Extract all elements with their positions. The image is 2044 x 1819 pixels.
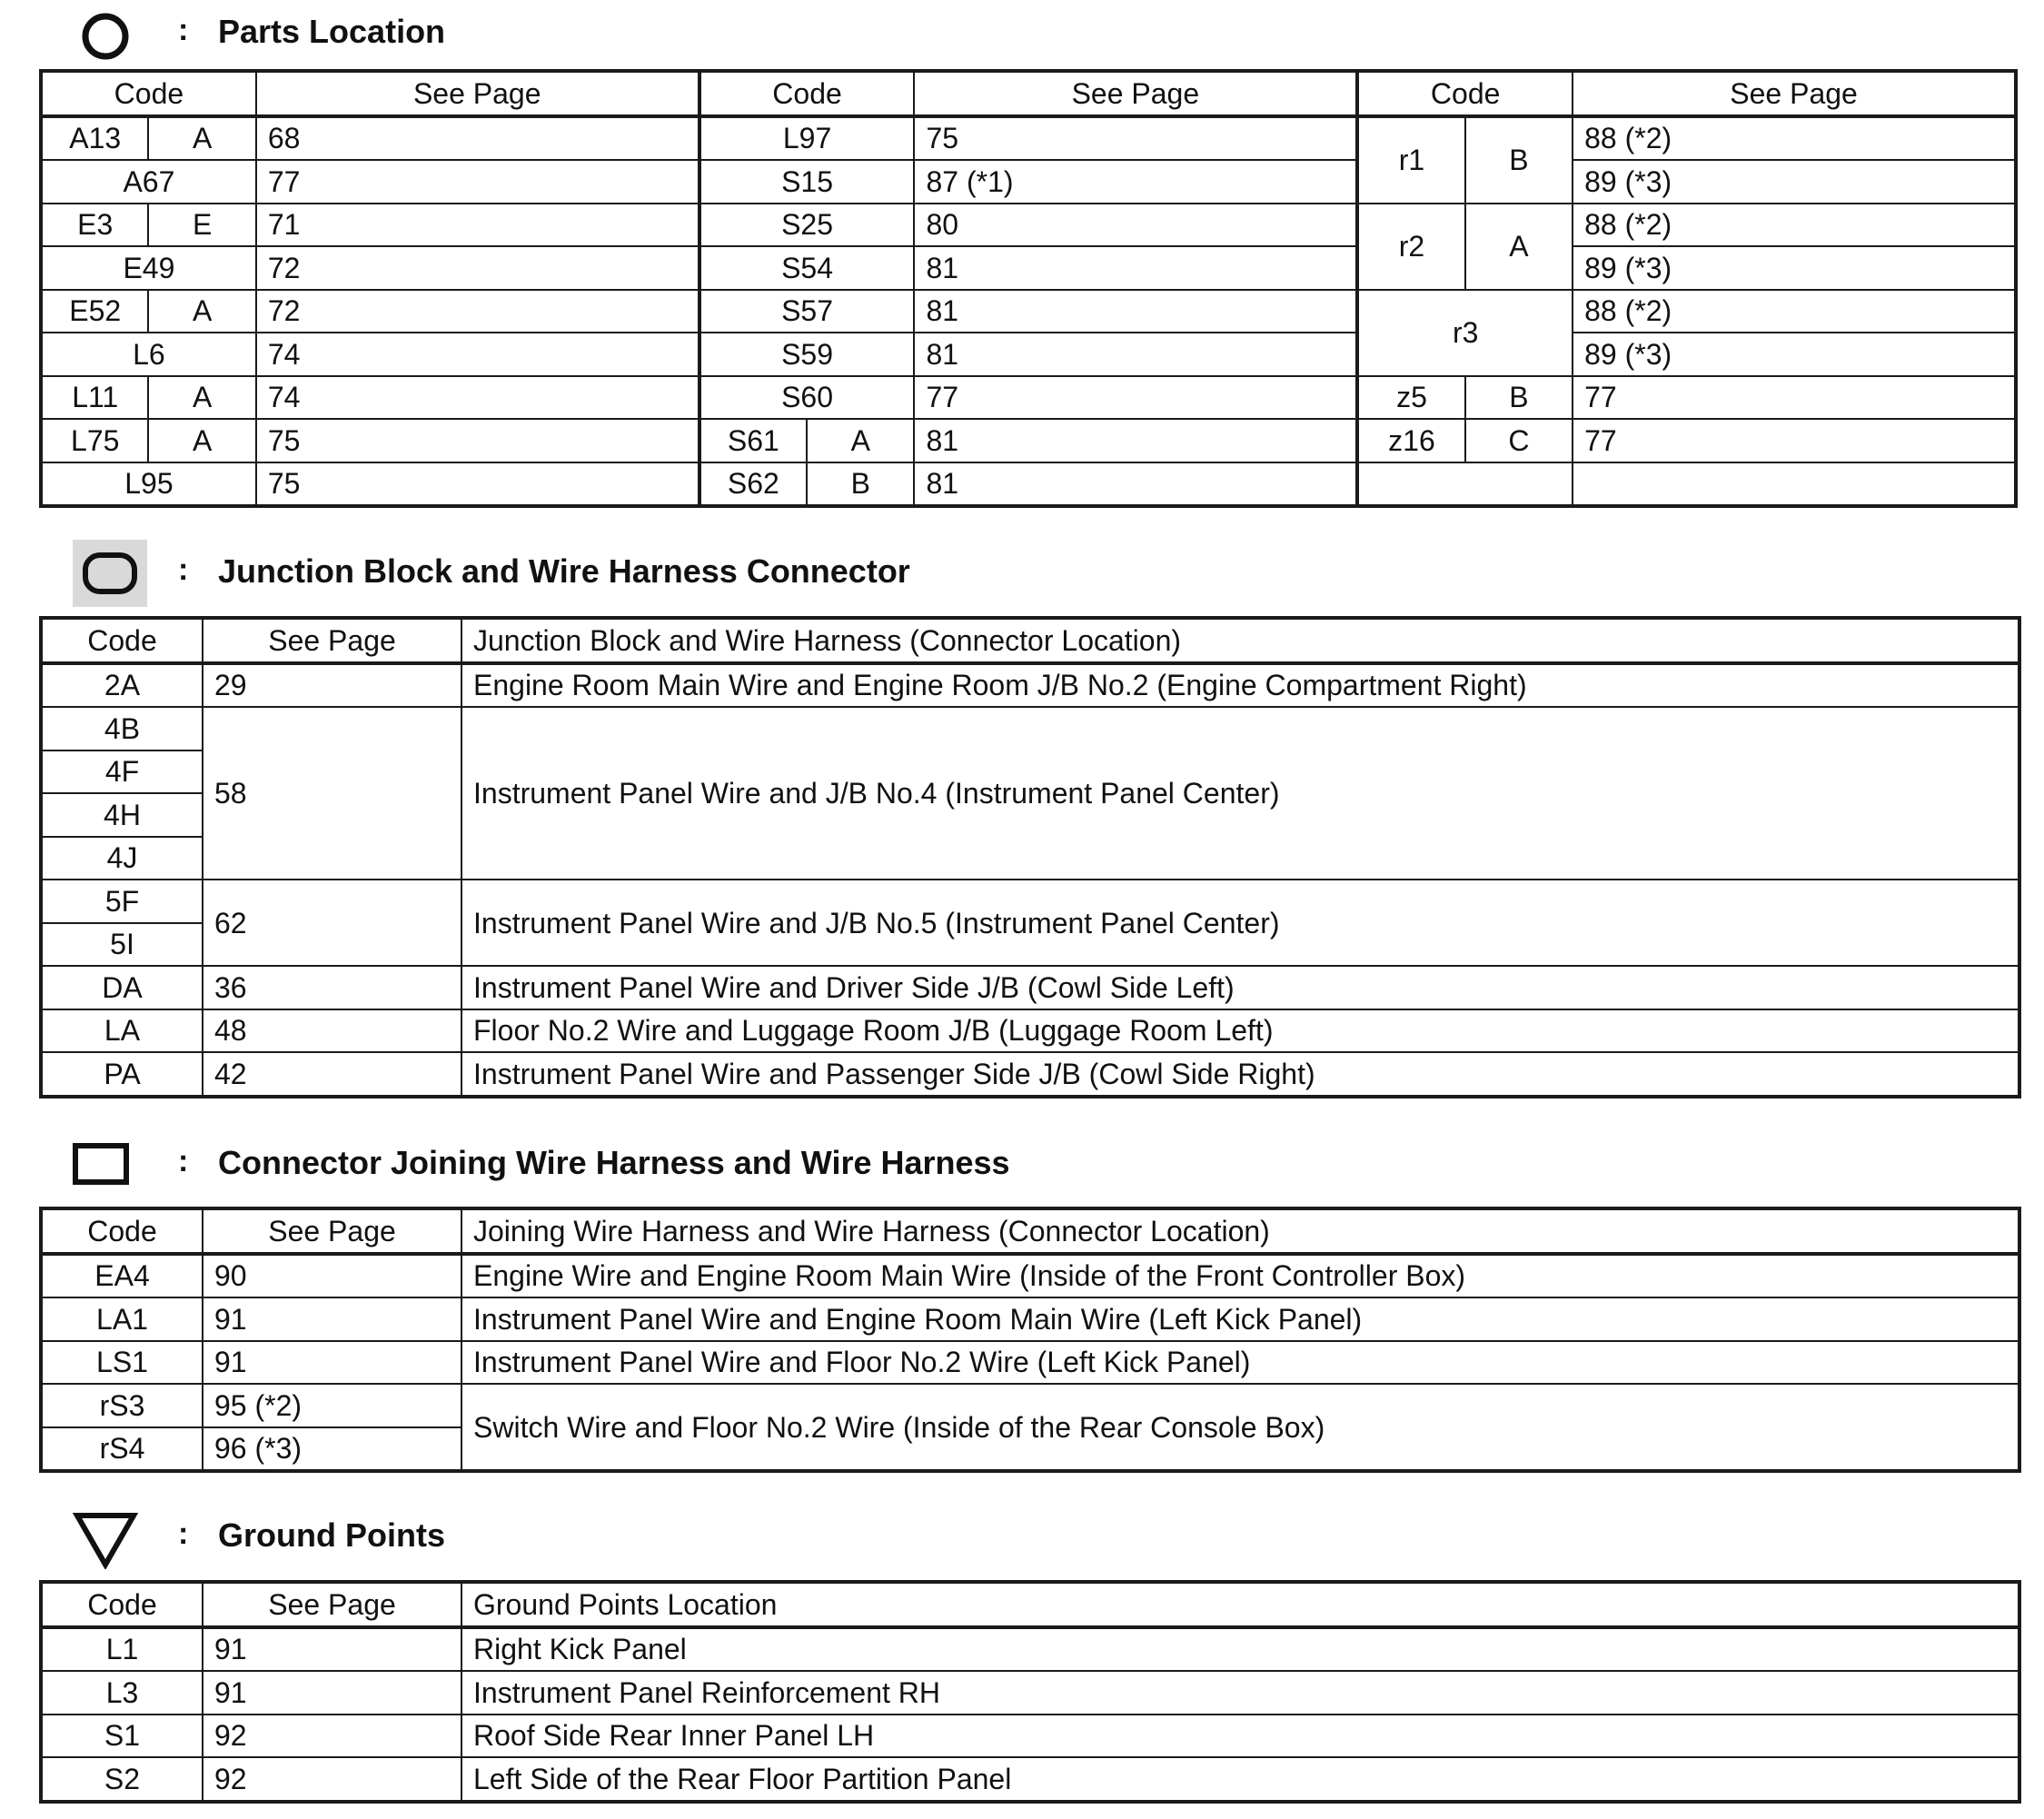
page-cell: 72 [256,290,700,333]
table-row [41,1009,2019,1053]
page-cell: 96 (*3) [203,1427,461,1472]
page-cell: 74 [256,333,700,376]
code-cell: L1 [41,1627,203,1672]
code-cell: L3 [41,1671,203,1715]
table-header-row [41,618,2019,663]
page-cell: 81 [914,333,1357,376]
code-cell: 5I [41,923,203,967]
table-header-row [41,1208,2019,1254]
location-cell: Switch Wire and Floor No.2 Wire (Inside of the Rear Console Box) [461,1384,2019,1471]
page-cell: 89 (*3) [1573,333,2016,376]
sub-code-cell: B [807,462,914,507]
table-row [41,1384,2019,1427]
code-cell: L97 [700,116,915,161]
page-cell: 91 [203,1341,461,1385]
table-row [41,246,2016,290]
junction-block-table [39,616,2021,1098]
page-cell: 68 [256,116,700,161]
section-title: Ground Points [218,1516,445,1554]
circle-outline-icon [80,11,131,62]
page-cell: 75 [256,462,700,507]
code-cell: 5F [41,880,203,923]
code-cell: rS3 [41,1384,203,1427]
table-row [41,966,2019,1009]
section-colon: : [178,1144,189,1178]
rectangle-outline-icon [73,1143,129,1187]
column-header: Code [41,618,203,663]
code-cell: DA [41,966,203,1009]
code-cell: S15 [700,160,915,204]
column-header: See Page [203,1582,461,1627]
table-row [41,1757,2019,1802]
page-cell: 87 (*1) [914,160,1357,204]
location-cell: Instrument Panel Wire and J/B No.5 (Instrument Panel Center) [461,880,2019,966]
page-cell: 75 [256,419,700,462]
location-cell: Instrument Panel Wire and Driver Side J/B (Cowl Side Left) [461,966,2019,1009]
column-header: See Page [203,618,461,663]
page-cell: 92 [203,1757,461,1802]
table-row [41,462,2016,507]
code-cell: S61 [700,419,807,462]
table-row [41,1671,2019,1715]
sub-code-cell: A [1465,204,1573,290]
code-cell: PA [41,1052,203,1097]
section-title: Junction Block and Wire Harness Connector [218,552,910,590]
column-header: Joining Wire Harness and Wire Harness (Connector Location) [461,1208,2019,1254]
table-row [41,1627,2019,1672]
table-header-row [41,71,2016,116]
page-cell: 81 [914,246,1357,290]
code-cell: 4F [41,750,203,794]
section-colon: : [178,552,189,587]
table-row [41,419,2016,462]
page-cell: 81 [914,290,1357,333]
section-title: Connector Joining Wire Harness and Wire Harness [218,1144,1010,1181]
code-cell: S62 [700,462,807,507]
page-cell: 92 [203,1715,461,1758]
section-title: Parts Location [218,13,446,50]
page-cell: 77 [1573,419,2016,462]
column-header: See Page [1573,71,2016,116]
code-cell: S59 [700,333,915,376]
location-cell: Instrument Panel Wire and Passenger Side J/B (Cowl Side Right) [461,1052,2019,1097]
code-cell: z5 [1357,376,1464,420]
code-cell: 4H [41,793,203,837]
column-header: See Page [256,71,700,116]
page-cell: 95 (*2) [203,1384,461,1427]
page-cell: 81 [914,419,1357,462]
location-cell: Roof Side Rear Inner Panel LH [461,1715,2019,1758]
table-row [41,663,2019,708]
sub-code-cell: C [1465,419,1573,462]
table-row [41,204,2016,247]
column-header: Code [41,1582,203,1627]
page-cell: 89 (*3) [1573,160,2016,204]
location-cell: Instrument Panel Wire and Floor No.2 Wire (Left Kick Panel) [461,1341,2019,1385]
code-cell: L75 [41,419,148,462]
code-cell: S54 [700,246,915,290]
code-cell: rS4 [41,1427,203,1472]
code-cell: r2 [1357,204,1464,290]
page-cell: 72 [256,246,700,290]
code-cell: L11 [41,376,148,420]
sub-code-cell: A [148,419,255,462]
page-cell: 75 [914,116,1357,161]
page-cell: 89 (*3) [1573,246,2016,290]
table-row [41,116,2016,161]
location-cell: Left Side of the Rear Floor Partition Panel [461,1757,2019,1802]
triangle-down-icon [73,1511,138,1569]
sub-code-cell: B [1465,376,1573,420]
column-header: Code [1357,71,1573,116]
table-row [41,160,2016,204]
page-cell: 74 [256,376,700,420]
page-cell: 88 (*2) [1573,290,2016,333]
table-row [41,880,2019,923]
location-cell: Engine Wire and Engine Room Main Wire (Inside of the Front Controller Box) [461,1254,2019,1298]
code-cell: S1 [41,1715,203,1758]
location-cell: Right Kick Panel [461,1627,2019,1672]
column-header: Code [41,1208,203,1254]
code-cell: L95 [41,462,256,507]
table-row [41,376,2016,420]
code-cell: A67 [41,160,256,204]
sub-code-cell: A [148,290,255,333]
sub-code-cell: E [148,204,255,247]
page-cell: 80 [914,204,1357,247]
code-cell: z16 [1357,419,1464,462]
location-cell: Engine Room Main Wire and Engine Room J/B No.2 (Engine Compartment Right) [461,663,2019,708]
code-cell: LA1 [41,1297,203,1341]
section-colon: : [178,1516,189,1551]
code-cell: 4J [41,837,203,880]
location-cell: Instrument Panel Reinforcement RH [461,1671,2019,1715]
page-cell: 90 [203,1254,461,1298]
page-cell: 81 [914,462,1357,507]
connector-joining-table [39,1207,2021,1473]
sub-code-cell: B [1465,116,1573,204]
sub-code-cell: A [148,376,255,420]
page-cell: 36 [203,966,461,1009]
location-cell: Instrument Panel Wire and J/B No.4 (Instrument Panel Center) [461,707,2019,880]
location-cell: Floor No.2 Wire and Luggage Room J/B (Luggage Room Left) [461,1009,2019,1053]
code-cell: r3 [1357,290,1573,376]
code-cell: r1 [1357,116,1464,204]
page-cell: 71 [256,204,700,247]
table-header-row [41,1582,2019,1627]
location-cell: Instrument Panel Wire and Engine Room Main Wire (Left Kick Panel) [461,1297,2019,1341]
code-cell: LA [41,1009,203,1053]
table-row [41,1341,2019,1385]
code-cell: S2 [41,1757,203,1802]
code-cell: S60 [700,376,915,420]
sub-code-cell: A [148,116,255,161]
page-cell: 91 [203,1627,461,1672]
code-cell: S25 [700,204,915,247]
page-cell: 77 [1573,376,2016,420]
code-cell: LS1 [41,1341,203,1385]
code-cell: S57 [700,290,915,333]
page-cell: 77 [914,376,1357,420]
code-cell: EA4 [41,1254,203,1298]
code-cell: E52 [41,290,148,333]
code-cell: 4B [41,707,203,750]
column-header: Code [700,71,915,116]
column-header: See Page [203,1208,461,1254]
empty-cell [1357,462,1573,507]
page-cell: 91 [203,1297,461,1341]
table-row [41,1715,2019,1758]
empty-cell [1573,462,2016,507]
column-header: Code [41,71,256,116]
page-cell: 77 [256,160,700,204]
parts-location-table [39,69,2018,508]
code-cell: E3 [41,204,148,247]
code-cell: L6 [41,333,256,376]
code-cell: E49 [41,246,256,290]
column-header: See Page [914,71,1357,116]
column-header: Ground Points Location [461,1582,2019,1627]
column-header: Junction Block and Wire Harness (Connector Location) [461,618,2019,663]
page-cell: 58 [203,707,461,880]
page-cell: 29 [203,663,461,708]
page-cell: 48 [203,1009,461,1053]
sub-code-cell: A [807,419,914,462]
table-row [41,707,2019,750]
table-row [41,333,2016,376]
page-cell: 91 [203,1671,461,1715]
table-row [41,1254,2019,1298]
page-cell: 62 [203,880,461,966]
table-row [41,1052,2019,1097]
code-cell: 2A [41,663,203,708]
code-cell: A13 [41,116,148,161]
page-cell: 88 (*2) [1573,204,2016,247]
table-row [41,290,2016,333]
page-cell: 88 (*2) [1573,116,2016,161]
ground-points-table [39,1580,2021,1804]
section-colon: : [178,13,189,47]
rounded-rectangle-icon [73,540,147,607]
page-cell: 42 [203,1052,461,1097]
table-row [41,1297,2019,1341]
